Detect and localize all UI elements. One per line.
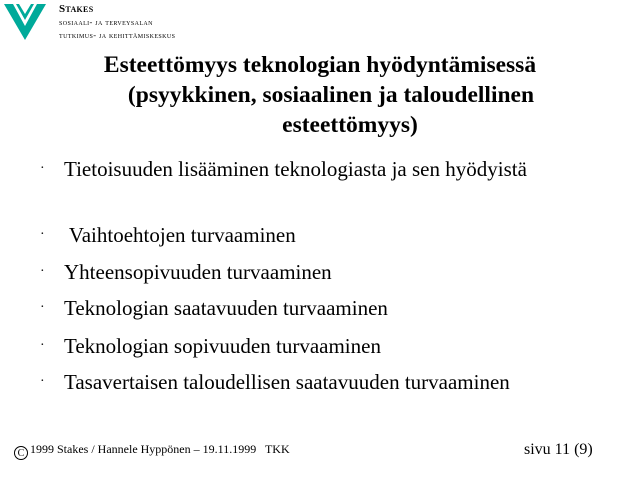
bullet-text: Tasavertaisen taloudellisen saatavuuden turvaaminen xyxy=(64,370,510,394)
org-name: Stakes xyxy=(59,3,94,15)
footer-credit xyxy=(14,442,290,460)
copyright-icon: C xyxy=(14,446,28,460)
bullet-text: Vaihtoehtojen turvaaminen xyxy=(64,223,296,247)
title-line2: (psyykkinen, sosiaalinen ja taloudellinen xyxy=(127,82,535,108)
bullet-marker: · xyxy=(40,338,45,353)
bullet-text: Yhteensopivuuden turvaaminen xyxy=(64,260,332,284)
bullet-marker: · xyxy=(40,264,45,279)
bullet-marker: · xyxy=(40,300,45,315)
page-title xyxy=(0,50,640,140)
bullet-text: Tietoisuuden lisääminen teknologiasta ja sen hyödyistä xyxy=(64,157,527,181)
footer-credit-text: 1999 Stakes / Hannele Hyppönen – 19.11.1999 TKK xyxy=(30,442,290,456)
bullet-marker: · xyxy=(40,227,45,242)
list-item xyxy=(40,258,620,286)
list-item xyxy=(40,294,620,322)
list-item xyxy=(40,155,620,183)
list-item xyxy=(40,368,620,396)
bullet-marker: · xyxy=(40,161,45,176)
title-line3: esteettömyys) xyxy=(282,112,418,138)
stakes-logo-icon xyxy=(2,2,48,42)
bullet-marker: · xyxy=(40,374,45,389)
bullet-text: Teknologian saatavuuden turvaaminen xyxy=(64,296,388,320)
org-subtitle-line1: sosiaali- ja terveysalan xyxy=(59,17,153,27)
org-subtitle-line2: tutkimus- ja kehittämiskeskus xyxy=(59,30,176,40)
page-number: sivu 11 (9) xyxy=(524,441,593,458)
bullet-text: Teknologian sopivuuden turvaaminen xyxy=(64,334,381,358)
title-line1: Esteettömyys teknologian hyödyntämisessä xyxy=(103,52,537,78)
list-item xyxy=(40,332,620,360)
list-item xyxy=(40,221,620,249)
